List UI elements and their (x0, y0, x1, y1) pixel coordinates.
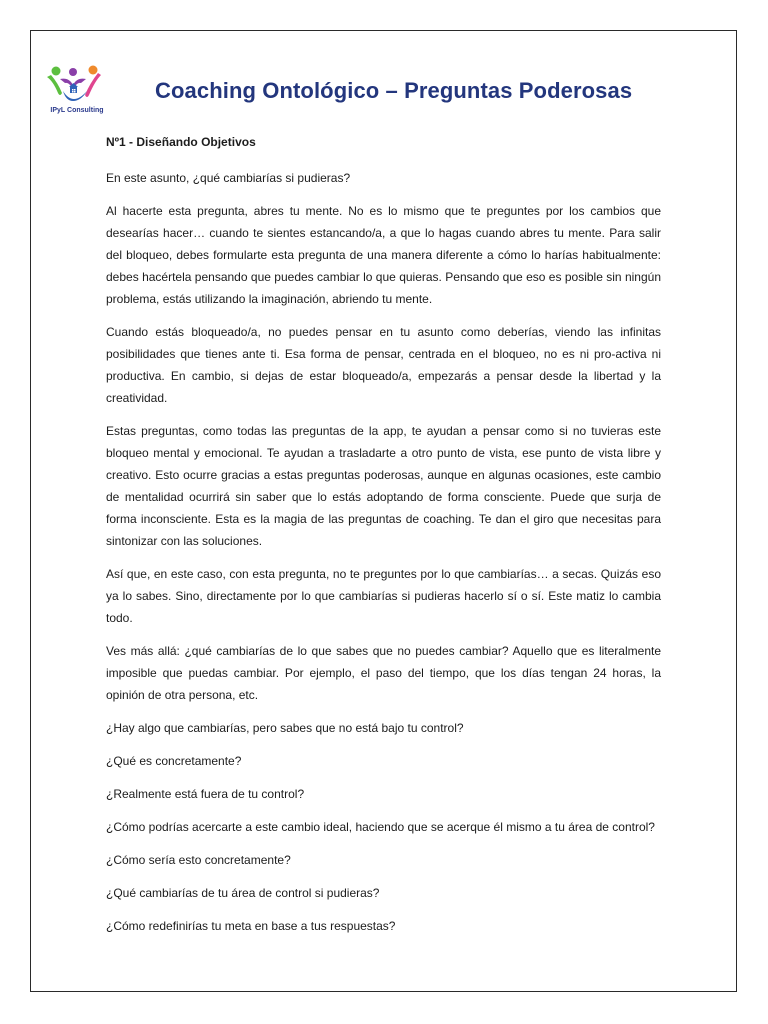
paragraph: Así que, en este caso, con esta pregunta, no te preguntes por lo que cambiarías… a secas. Quizás eso ya lo sabes. Sino, directamente por lo que cambiarías si pudieras hacerlo sí o sí. Este matiz lo cambia todo. (106, 567, 661, 625)
question-item: ¿Realmente está fuera de tu control? (106, 787, 305, 801)
page-title: Coaching Ontológico – Preguntas Poderosas (155, 78, 633, 103)
paragraph: Estas preguntas, como todas las preguntas de la app, te ayudan a pensar como si no tuvieras este bloqueo mental y emocional. Te ayudan a trasladarte a otro punto de vista, ese punto de vista libre y creativo. Esto ocurre gracias a estas preguntas poderosas, aunque en algunas ocasiones, este cambio de mentalidad ocurrirá sin saber que lo estás adoptando de forma consciente. Puede que surja de forma inconsciente. Esta es la magia de las preguntas de coaching. Te dan el giro que necesitas para sintonizar con las soluciones. (106, 424, 661, 548)
section-heading: Nº1 - Diseñando Objetivos (106, 135, 256, 149)
question-item: ¿Cómo redefinirías tu meta en base a tus respuestas? (106, 919, 396, 933)
paragraph: Cuando estás bloqueado/a, no puedes pensar en tu asunto como deberías, viendo las infinitas posibilidades que tienes ante ti. Esa forma de pensar, centrada en el bloqueo, no es ni pro-activa ni productiva. En cambio, si dejas de estar bloqueado/a, empezarás a pensar desde la libertad y la creatividad. (106, 325, 661, 405)
paragraph: Al hacerte esta pregunta, abres tu mente. No es lo mismo que te preguntes por los cambios que desearías hacer… cuando te sientes estancando/a, a que lo hagas cuando abres tu mente. Para salir del bloqueo, debes formularte esta pregunta de una manera diferente a cómo lo harías habitualmente: debes hacértela pensando que puedes cambiar lo que quieras. Pensando que eso es posible sin ningún problema, estás utilizando la imaginación, abriendo tu mente. (106, 204, 661, 306)
paragraph-intro-question: En este asunto, ¿qué cambiarías si pudieras? (106, 171, 351, 185)
logo-caption: IPyL Consulting (50, 107, 104, 114)
question-item: ¿Qué es concretamente? (106, 754, 242, 768)
document-body (106, 134, 661, 948)
paragraph: Ves más allá: ¿qué cambiarías de lo que sabes que no puedes cambiar? Aquello que es literalmente imposible que puedas cambiar. Por ejemplo, el paso del tiempo, que los días tengan 24 horas, la opinión de otra persona, etc. (106, 644, 661, 702)
question-item: ¿Hay algo que cambiarías, pero sabes que no está bajo tu control? (106, 721, 464, 735)
logo-figures-icon (43, 63, 107, 111)
question-item: ¿Qué cambiarías de tu área de control si pudieras? (106, 886, 380, 900)
question-item: ¿Cómo podrías acercarte a este cambio ideal, haciendo que se acerque él mismo a tu área de control? (106, 820, 655, 834)
document-page (30, 30, 737, 992)
question-item: ¿Cómo sería esto concretamente? (106, 853, 291, 867)
